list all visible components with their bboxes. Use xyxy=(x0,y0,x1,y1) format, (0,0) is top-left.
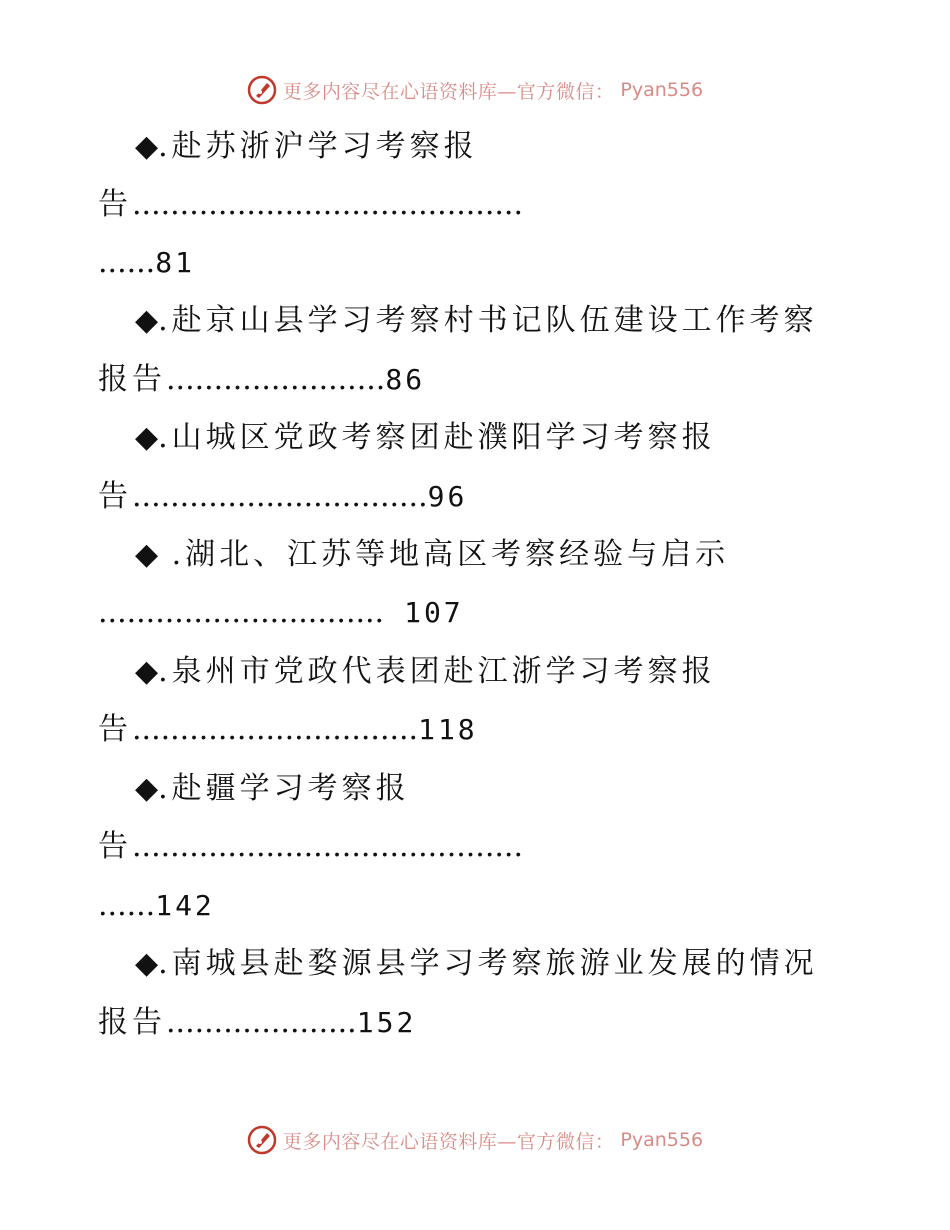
diamond-bullet-icon: ◆ xyxy=(135,771,159,806)
toc-title-continuation: 告 xyxy=(98,187,132,222)
toc-entry-leader xyxy=(0,588,950,638)
toc-entry-title xyxy=(0,764,950,814)
toc-entry-page-line xyxy=(0,238,950,288)
dot-leader: .................... xyxy=(166,1005,357,1040)
toc-entry-leader xyxy=(0,472,950,522)
pen-logo-icon xyxy=(247,1125,277,1155)
toc-title-text: .湖北、江苏等地高区考察经验与启示 xyxy=(158,537,730,572)
toc-title-text: .泉州市党政代表团赴江浙学习考察报 xyxy=(158,654,716,689)
dot-leader: ....................... xyxy=(166,362,386,397)
toc-entry-title xyxy=(0,296,950,346)
toc-title-continuation: 报告 xyxy=(98,1005,166,1040)
toc-entry-title xyxy=(0,647,950,697)
toc-title-text: .南城县赴婺源县学习考察旅游业发展的情况 xyxy=(158,946,818,981)
toc-title-continuation: 告 xyxy=(98,479,132,514)
page-number: 86 xyxy=(385,363,426,396)
page-number: 118 xyxy=(418,713,478,746)
watermark-text: 更多内容尽在心语资料库—官方微信： xyxy=(282,1130,615,1153)
diamond-bullet-icon: ◆ xyxy=(135,303,159,338)
watermark-banner-top xyxy=(0,70,950,110)
toc-entry-title xyxy=(0,122,950,172)
page-number: 142 xyxy=(155,889,215,922)
dot-leader: ......................................... xyxy=(132,187,523,222)
diamond-bullet-icon: ◆ xyxy=(135,946,159,981)
watermark-banner-bottom xyxy=(0,1120,950,1160)
toc-entry-leader xyxy=(0,998,950,1048)
watermark-text: 更多内容尽在心语资料库—官方微信： xyxy=(282,80,615,103)
toc-title-continuation: 告 xyxy=(98,712,132,747)
dot-leader: .............................. xyxy=(132,712,419,747)
toc-title-text: .赴疆学习考察报 xyxy=(158,771,410,806)
dot-leader: ...... xyxy=(98,888,156,923)
toc-title-continuation: 报告 xyxy=(98,362,166,397)
toc-entry-title xyxy=(0,530,950,580)
toc-entry-title xyxy=(0,939,950,989)
dot-leader: .............................. xyxy=(98,595,385,630)
toc-title-text: .赴苏浙沪学习考察报 xyxy=(158,129,478,164)
dot-leader: ............................... xyxy=(132,479,428,514)
page-number: 81 xyxy=(155,246,195,279)
diamond-bullet-icon: ◆ xyxy=(135,654,159,689)
diamond-bullet-icon: ◆ xyxy=(135,420,159,455)
toc-entry-leader xyxy=(0,705,950,755)
page-number: 107 xyxy=(404,596,464,629)
toc-entry-title xyxy=(0,413,950,463)
toc-entry-page-line xyxy=(0,881,950,931)
toc-entry-leader xyxy=(0,822,950,872)
watermark-wechat-id: Pyan556 xyxy=(620,79,704,101)
pen-logo-icon xyxy=(247,75,277,105)
dot-leader: ...... xyxy=(98,245,156,280)
dot-leader: ......................................... xyxy=(132,829,523,864)
toc-title-text: .赴京山县学习考察村书记队伍建设工作考察 xyxy=(158,303,818,338)
watermark-wechat-id: Pyan556 xyxy=(620,1129,704,1151)
diamond-bullet-icon: ◆ xyxy=(135,537,159,572)
toc-entry-leader xyxy=(0,355,950,405)
page-number: 96 xyxy=(427,480,468,513)
toc-title-text: .山城区党政考察团赴濮阳学习考察报 xyxy=(158,420,716,455)
toc-title-continuation: 告 xyxy=(98,829,132,864)
toc-entry-leader xyxy=(0,180,950,230)
diamond-bullet-icon: ◆ xyxy=(135,129,159,164)
page-number: 152 xyxy=(356,1006,417,1039)
